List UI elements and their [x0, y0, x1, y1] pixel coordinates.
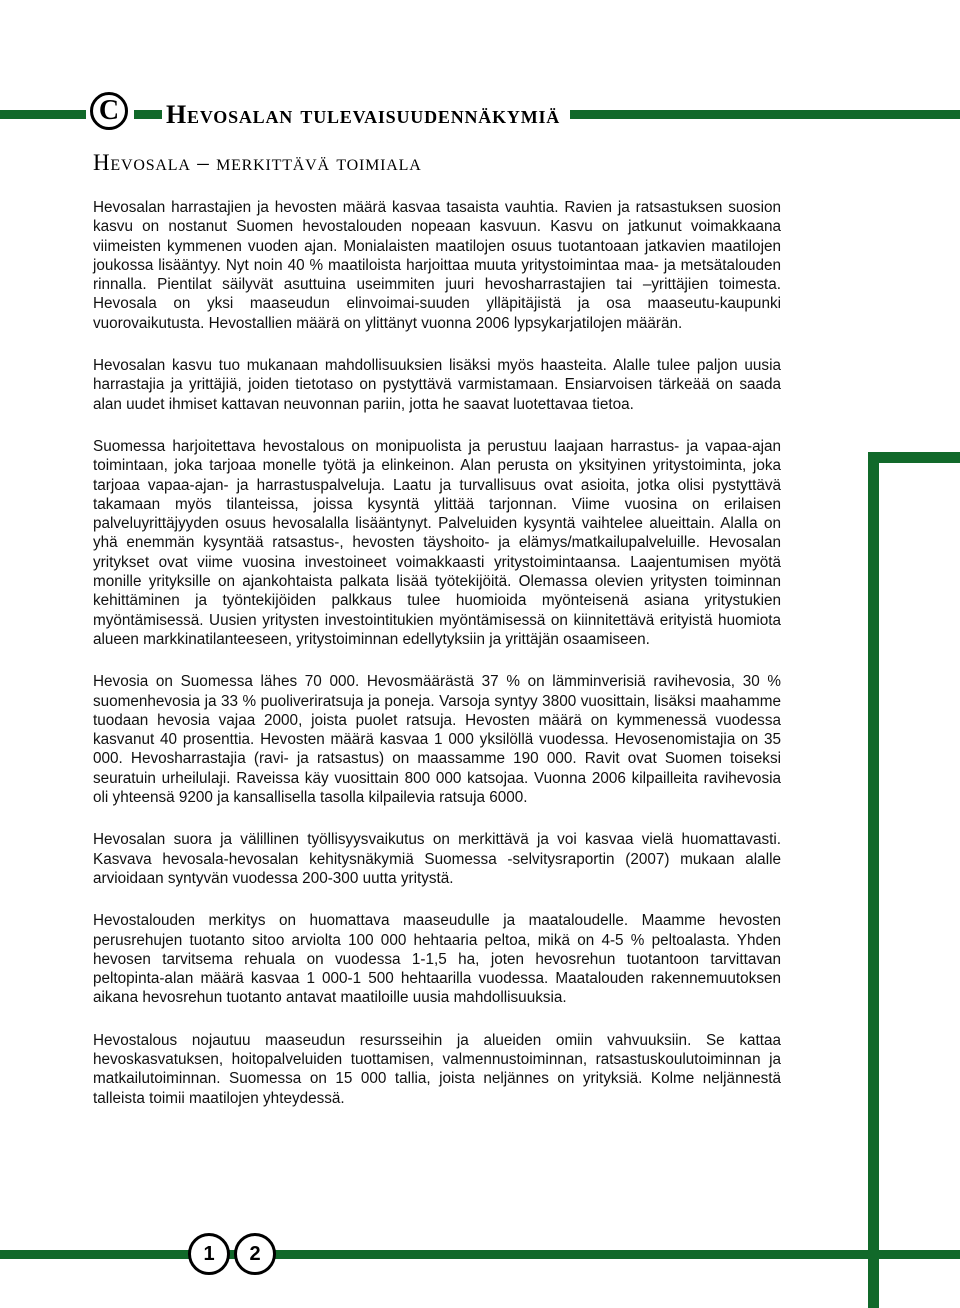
paragraph: Suomessa harjoitettava hevostalous on monipuolista ja perustuu laajaan harrastus- ja vapaa-ajan toimintaan, joka tarjoaa monelle työtä ja elinkeinon. Alan perusta on yksityinen yritystoiminta, joka tarjoaa vapaa-ajan- ja harrastuspalveluja. Laatu ja turvallisuus ovat asioita, jotka olisi pystyttävä takamaan myös tilanteissa, joissa kysyntä ylittää tarjonnan. Viime vuosina on erilaisen palveluyrittäjyyden osuus hevosalalla lisääntynyt. Palveluiden kysyntä vaihtelee alueittain. Alalla on yhä enemmän kysyntää ratsastus-, hevosten täyshoito- ja elämys/matkailupalveluille. Hevosalan yritykset ovat viime vuosina investoineet voimakkaasti yritystoimintaansa. Laajentumisen myötä monille yrityksille on ajankohtaista palkata lisää työtekijöitä. Olemassa olevien yritysten toiminnan kehittäminen ja työntekijöiden palkkaus tulee huomioida myönteisenä asiana yritystukien myöntämisessä. Uusien yritysten investointitukien myöntämisessä on kiinnitettävä erityistä huomiota alueen markkinatilanteeseen, yritystoiminnan edellytyksiin ja yrittäjän osaamiseen. [93, 437, 781, 648]
section-subtitle: Hevosala – merkittävä toimiala [93, 150, 422, 175]
page-number-left-text: 1 [203, 1242, 215, 1265]
decorative-bar-vertical [868, 452, 879, 1308]
chapter-logo-icon [90, 92, 128, 130]
chapter-logo-letter: C [98, 95, 120, 126]
body-text [93, 198, 781, 1131]
decorative-bar-horizontal [868, 452, 960, 463]
paragraph: Hevostalouden merkitys on huomattava maaseudulle ja maataloudelle. Maamme hevosten perusrehujen tuotanto sitoo arviolta 100 000 hehtaaria peltoa, mikä on 4-5 % peltoalasta. Yhden hevosen tarvitsema rehuala on vuodessa 1-1,5 ha, joten hevosrehun tuotantoon tarvittavan peltopinta-alan määrä kasvaa 1 000-1 500 hehtaarilla vuodessa. Maatalouden rakennemuutoksen aikana hevosrehun tuotanto antavat maatiloille uusia mahdollisuuksia. [93, 912, 781, 1007]
page-title: Hevosalan tulevaisuudennäkymiä [166, 100, 561, 129]
paragraph: Hevostalous nojautuu maaseudun resursseihin ja alueiden omiin vahvuuksiin. Se kattaa hevoskasvatuksen, hoitopalveluiden tuottamisen, valmennustoiminnan, ratsastuskoulutoiminnan ja matkailutoiminnan. Suomessa on 15 000 tallia, joista neljännes on yrityksiä. Kolme neljännestä talleista toimii maatilojen yhteydessä. [93, 1031, 781, 1107]
page-number-right [234, 1233, 276, 1275]
title-wrap [162, 92, 570, 138]
paragraph: Hevosalan harrastajien ja hevosten määrä kasvaa tasaista vauhtia. Ravien ja ratsastuksen suosion kasvu on nostanut Suomen hevostalouden nopeaan kasvuun. Kasvu on jatkunut voimakkaana viimeisten kymmenen vuoden ajan. Monialaisten maatilojen osuus tuotantoaan jatkavien maatilojen joukossa lisääntyy. Nyt noin 40 % maatiloista harjoittaa muuta yritystoimintaa maa- ja metsätalouden rinnalla. Pientilat säilyvät asuttuina useimmiten juuri hevosharrastajien tai –yrittäjien toimesta. Hevosala on yksi maaseudun elinvoimai-suuden ylläpitäjistä ja osa maaseutu-kaupunki vuorovaikutusta. Hevostallien määrä on ylittänyt vuonna 2006 lypsykarjatilojen määrän. [93, 199, 781, 332]
paragraph: Hevosalan suora ja välillinen työllisyysvaikutus on merkittävä ja voi kasvaa vielä huomattavasti. Kasvava hevosala-hevosalan kehitysnäkymiä Suomessa -selvitysraportin (2007) mukaan alalle arvioidaan syntyvän vuodessa 200-300 uutta yritystä. [93, 831, 781, 887]
paragraph: Hevosalan kasvu tuo mukanaan mahdollisuuksien lisäksi myös haasteita. Alalle tulee paljon uusia harrastajia ja yrittäjiä, joiden tietotaso on pystyttävä varmistamaan. Ensiarvoisen tärkeää on saada alan uudet ihmiset kattavan neuvonnan pariin, jotta he saavat luotettavaa tietoa. [93, 357, 781, 413]
footer-rule [0, 1250, 960, 1259]
paragraph: Hevosia on Suomessa lähes 70 000. Hevosmäärästä 37 % on lämminverisiä ravihevosia, 30 % suomenhevosia ja 33 % puoliveriratsuja ja poneja. Varsoja syntyy 3800 vuosittain, lisäksi maahamme tuodaan hevosia vajaa 2000, joista puolet ratsuja. Hevosten määrä on kymmenessä vuodessa kasvanut 40 prosenttia. Hevosten määrä kasvaa 1 000 yksilöllä vuodessa. Hevosenomistajia on 35 000. Hevosharrastajia (ravi- ja ratsastus) on maassamme 190 000. Ravit ovat Suomen toiseksi seuratuin urheilulaji. Raveissa käy vuosittain 800 000 katsojaa. Vuonna 2006 kilpailleita ravihevosia oli yhteensä 9200 ja kansallisella tasolla kilpailevia ratsuja 6000. [93, 673, 781, 807]
page-number-right-text: 2 [249, 1242, 261, 1265]
page-number-left [188, 1233, 230, 1275]
